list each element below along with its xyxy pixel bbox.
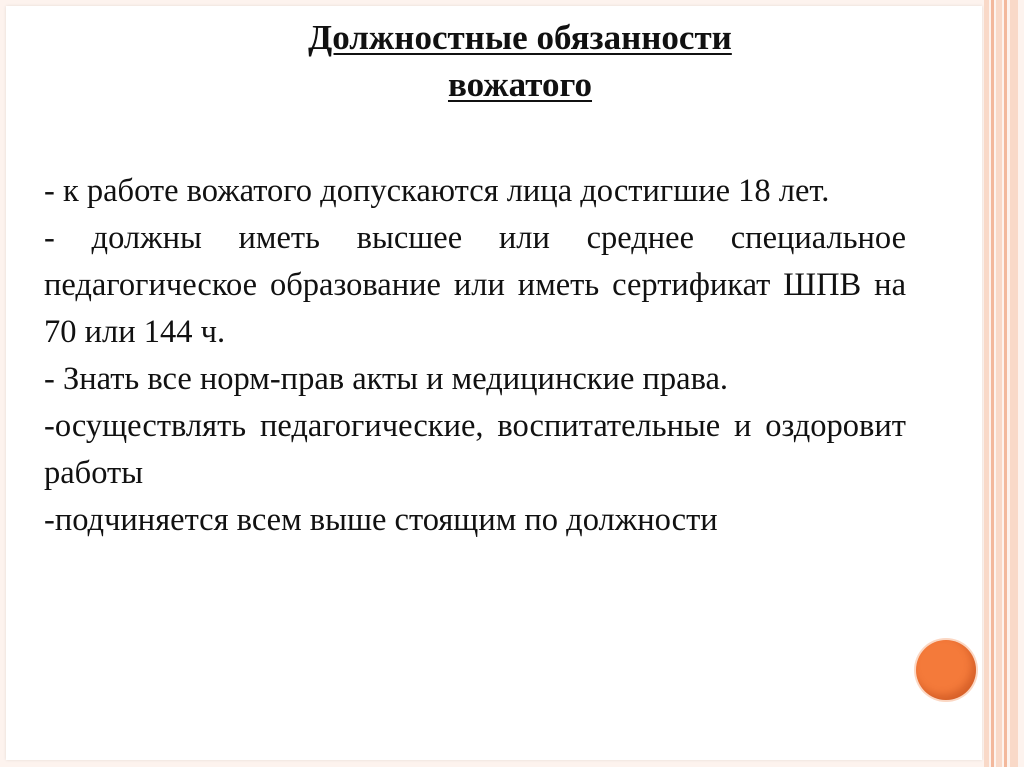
right-stripe-5 (1010, 0, 1018, 767)
duty-item-regulations: - Знать все норм-прав акты и медицинские права. (44, 361, 729, 397)
title-line-2: вожатого (447, 65, 593, 104)
duty-item-work: -осуществлять педагогические, воспитательные и оздоровит работы (44, 408, 906, 491)
right-stripe-2 (991, 0, 994, 767)
duties-list (44, 168, 906, 544)
duty-item-subordination: -подчиняется всем выше стоящим по должности (44, 502, 718, 538)
duty-item-age: - к работе вожатого допускаются лица достигшие 18 лет. (44, 173, 830, 209)
right-stripe-1 (984, 0, 989, 767)
right-stripe-3 (996, 0, 1002, 767)
duty-item-education: - должны иметь высшее или среднее специальное педагогическое образование или иметь сертификат ШПВ на 70 или 144 ч. (44, 220, 906, 350)
slide-title (160, 14, 880, 108)
title-line-1: Должностные обязанности (308, 18, 732, 57)
right-stripe-4 (1004, 0, 1007, 767)
orange-circle-icon (916, 640, 976, 700)
